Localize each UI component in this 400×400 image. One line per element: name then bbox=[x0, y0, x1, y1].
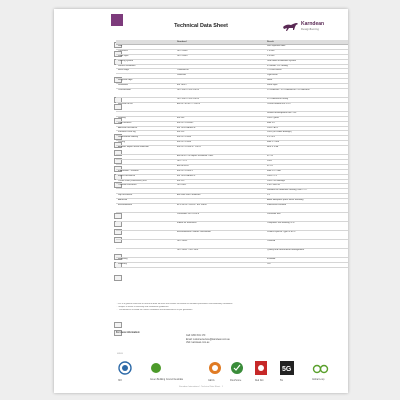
property-cell: Abrasion resistance bbox=[116, 126, 175, 131]
table-row bbox=[116, 204, 348, 213]
property-cell: Light fastness bbox=[116, 121, 175, 126]
table-row bbox=[116, 249, 348, 258]
page-number: 1 bbox=[221, 386, 223, 388]
property-cell: Castor chair (continuous) test bbox=[116, 179, 175, 184]
property-cell: Indentation - residual bbox=[116, 169, 175, 174]
table-row bbox=[116, 262, 348, 267]
property-cell: Surface treatment bbox=[116, 64, 175, 69]
spec-table-body bbox=[116, 45, 348, 268]
result-cell: Yes bbox=[265, 262, 348, 267]
standard-cell: ASTM E2179 Impact Insulation Class bbox=[175, 155, 265, 160]
header-result: Result bbox=[265, 40, 348, 45]
contact-heading: For more information: bbox=[116, 332, 140, 334]
standard-cell: EN 424 bbox=[175, 131, 265, 136]
property-cell: Thickness bbox=[116, 49, 175, 54]
certification-logos bbox=[118, 361, 348, 383]
standard-cell: Phthalates ISO 8124-6 bbox=[175, 213, 265, 222]
footer-text: Karndean International · Technical Data Sheet bbox=[179, 386, 220, 388]
property-cell: Recycled edge bbox=[116, 79, 175, 84]
property-cell: Furniture chair leg bbox=[116, 131, 175, 136]
footnote: ** Subject to terms of warranty and installation guidelines. bbox=[116, 306, 170, 308]
result-cell: Smoke development rate: 250 bbox=[265, 111, 348, 116]
property-cell: Impact resistance bbox=[116, 174, 175, 179]
result-cell: 0.3 mm bbox=[265, 54, 348, 59]
result-cell: Allow adequate space when installing bbox=[265, 199, 348, 204]
result-cell: Pass bbox=[265, 160, 348, 165]
table-row bbox=[116, 146, 348, 155]
property-cell bbox=[116, 249, 175, 258]
contact-block bbox=[116, 332, 341, 346]
result-cell: FloorScore certified bbox=[265, 204, 348, 213]
result-cell: Wear layer bbox=[265, 84, 348, 89]
standard-cell: EN 434 bbox=[175, 116, 265, 121]
result-cell: Max ≥ 6 bbox=[265, 121, 348, 126]
result-cell: ≤ 0.25% bbox=[265, 136, 348, 141]
result-cell: 23 Domestic / 33 Commercial / 42 Industrial bbox=[265, 89, 348, 98]
standard-cell: ISO 24340 bbox=[175, 54, 265, 59]
document-title: Technical Data Sheet bbox=[174, 23, 228, 29]
table-row bbox=[116, 231, 348, 240]
property-cell bbox=[116, 213, 175, 222]
karndean-logo bbox=[282, 20, 342, 34]
loop-logo bbox=[312, 361, 332, 381]
standard-cell: Commercial bbox=[175, 69, 265, 74]
result-cell: P3 bbox=[265, 194, 348, 199]
table-row bbox=[116, 222, 348, 231]
standard-cell: EN ISO 24343-1 bbox=[175, 169, 265, 174]
table-row bbox=[116, 213, 348, 222]
result-cell: See separate table bbox=[265, 45, 348, 50]
standard-cell: Indoor air emissions bbox=[175, 222, 265, 231]
footnotes bbox=[116, 303, 341, 312]
contact-phone: Call: 1800 331 170 bbox=[186, 335, 206, 338]
standard-cell: ISO 717-2 bbox=[175, 160, 265, 165]
standard-cell: AS 4586 Wet Pendulum bbox=[175, 194, 265, 199]
reddot-label: Red Dot bbox=[255, 380, 264, 382]
contact-website[interactable]: Visit: karndean.com.au bbox=[186, 342, 210, 345]
gbca-logo bbox=[150, 361, 183, 381]
result-cell: Critical radiant flux ≥ 4.5 bbox=[265, 102, 348, 111]
standard-cell: EN 13329 Annex F bbox=[175, 174, 265, 179]
header-standard: Standard bbox=[175, 40, 265, 45]
standard-cell: AS ISO 9239.1 / 1530.3 bbox=[175, 102, 265, 111]
standard-cell bbox=[175, 262, 265, 267]
result-cell: Certified bbox=[265, 240, 348, 249]
standard-cell: ISO 8302 bbox=[175, 184, 265, 189]
iso-label: ISO bbox=[118, 380, 122, 382]
result-cell: K-Guard+ PU coating bbox=[265, 64, 348, 69]
loop-label: Global Loop bbox=[312, 379, 325, 381]
property-cell: Classification bbox=[116, 89, 175, 98]
standard-cell: EN 425 bbox=[175, 179, 265, 184]
version-label: V4.01 bbox=[117, 353, 123, 355]
result-cell: Glue down installation system bbox=[265, 59, 348, 64]
standard-cell: EN 13329 Annex E bbox=[175, 126, 265, 131]
standard-cell: ASTM E492 bbox=[175, 164, 265, 169]
property-cell bbox=[116, 231, 175, 240]
result-cell: Max ≤ 2 mm bbox=[265, 141, 348, 146]
result-cell: ΔLw = 3 dB bbox=[265, 146, 348, 155]
result-cell: Product specific Type III EPD bbox=[265, 231, 348, 240]
property-cell bbox=[116, 240, 175, 249]
property-cell: Reaction to fire bbox=[116, 102, 175, 111]
table-row bbox=[116, 240, 348, 249]
standard-cell: EN 16511 bbox=[175, 84, 265, 89]
brand-name: Karndean bbox=[301, 21, 325, 27]
property-cell bbox=[116, 222, 175, 231]
greyhound-icon bbox=[282, 20, 299, 33]
property-cell: Environmental bbox=[116, 204, 175, 213]
property-cell: Acoustic impact noise reduction bbox=[116, 146, 175, 155]
property-cell: Stability bbox=[116, 116, 175, 121]
page-footer: Karndean International · Technical Data Sheet · 1 bbox=[179, 386, 223, 388]
property-cell: Warranty bbox=[116, 262, 175, 267]
environment-icon bbox=[114, 275, 122, 281]
property-cell: Thermal resistance bbox=[116, 184, 175, 189]
spec-table bbox=[116, 40, 348, 268]
standard-cell: EN ISO 23999 bbox=[175, 136, 265, 141]
contact-email[interactable]: Email: customerservice@karndean.com.au bbox=[186, 338, 230, 341]
result-cell: Compliant: low emitting VOC bbox=[265, 222, 348, 231]
result-cell: Suitable for underfloor heating, max 27°C bbox=[265, 189, 348, 194]
standard-cell: EN ISO 105-B02 bbox=[175, 121, 265, 126]
standard-cell: EN ISO 10140-3 / 10141 bbox=[175, 146, 265, 155]
property-cell: Standards bbox=[116, 84, 175, 89]
property-cell: Recycling bbox=[116, 258, 175, 263]
property-cell: Wear layer bbox=[116, 54, 175, 59]
result-cell: None bbox=[265, 79, 348, 84]
5g-label: 5G bbox=[280, 380, 284, 382]
standard-cell: Environmental Product Declaration bbox=[175, 231, 265, 240]
standard-cell: ISO 24346 bbox=[175, 49, 265, 54]
property-cell: Adhesion bbox=[116, 199, 175, 204]
result-cell: 2.5 mm bbox=[265, 49, 348, 54]
standard-cell: ISO 14001 / ISO 9001 bbox=[175, 249, 265, 258]
svg-text:5G: 5G bbox=[282, 366, 292, 373]
spec-table-wrap bbox=[116, 40, 348, 268]
result-cell: Included bbox=[265, 258, 348, 263]
result-cell: Light bevel bbox=[265, 74, 348, 79]
result-cell: Pass / AC4 bbox=[265, 126, 348, 131]
geca-logo bbox=[208, 361, 222, 382]
iso-logo bbox=[118, 361, 132, 382]
footnote: * This is a general overview of technical data. All tests and results are based on standard procedures and laboratory conditions. bbox=[116, 303, 233, 305]
result-cell: Pass / No damage bbox=[265, 179, 348, 184]
brand-tagline: Designflooring bbox=[301, 27, 319, 31]
standard-cell: ISO 14001 bbox=[175, 240, 265, 249]
reddot-logo bbox=[255, 361, 267, 382]
standard-cell: ISO 10874 / EN 10874 bbox=[175, 89, 265, 98]
property-cell: Dimensional stability bbox=[116, 136, 175, 141]
result-cell: Pass / IC2 bbox=[265, 174, 348, 179]
property-cell: Size bbox=[116, 45, 175, 50]
result-cell: 33 Commercial heavy bbox=[265, 98, 348, 103]
result-cell: T5 Laser bevel bbox=[265, 69, 348, 74]
standard-cell: EPD to ISO 14025 / EN 15804 bbox=[175, 204, 265, 213]
standard-cell: ISO 10874 / EN 10874 bbox=[175, 98, 265, 103]
result-cell: Phthalate free bbox=[265, 213, 348, 222]
recycling-icon bbox=[114, 322, 122, 328]
5g-logo bbox=[280, 361, 294, 382]
table-row bbox=[116, 102, 348, 111]
standard-cell: EN ISO 23999 bbox=[175, 141, 265, 146]
floorscore-logo bbox=[230, 361, 244, 382]
table-row bbox=[116, 89, 348, 98]
geca-label: GECA bbox=[208, 380, 215, 382]
result-cell: Quality and environment management bbox=[265, 249, 348, 258]
property-cell: Curling bbox=[116, 141, 175, 146]
footnote: *** Performance is based on correct installation and maintenance as per guidelines. bbox=[116, 309, 193, 311]
result-cell: IIC 61 bbox=[265, 164, 348, 169]
result-cell: Pass (no visible damage) bbox=[265, 131, 348, 136]
property-cell: Slip resistance bbox=[116, 194, 175, 199]
data-sheet-page bbox=[54, 9, 348, 393]
standard-cell: Domestic bbox=[175, 74, 265, 79]
result-cell: 0.012 m²K/W bbox=[265, 184, 348, 189]
result-cell: Max ≤ 0.1 mm bbox=[265, 169, 348, 174]
result-cell: IIC 53 bbox=[265, 155, 348, 160]
gbca-label: Green Building Council Australia bbox=[150, 379, 183, 381]
floorscore-label: FloorScore bbox=[230, 380, 242, 382]
property-cell: Locking system bbox=[116, 59, 175, 64]
property-cell: Bevel edge bbox=[116, 69, 175, 74]
result-cell: Pass / good bbox=[265, 116, 348, 121]
